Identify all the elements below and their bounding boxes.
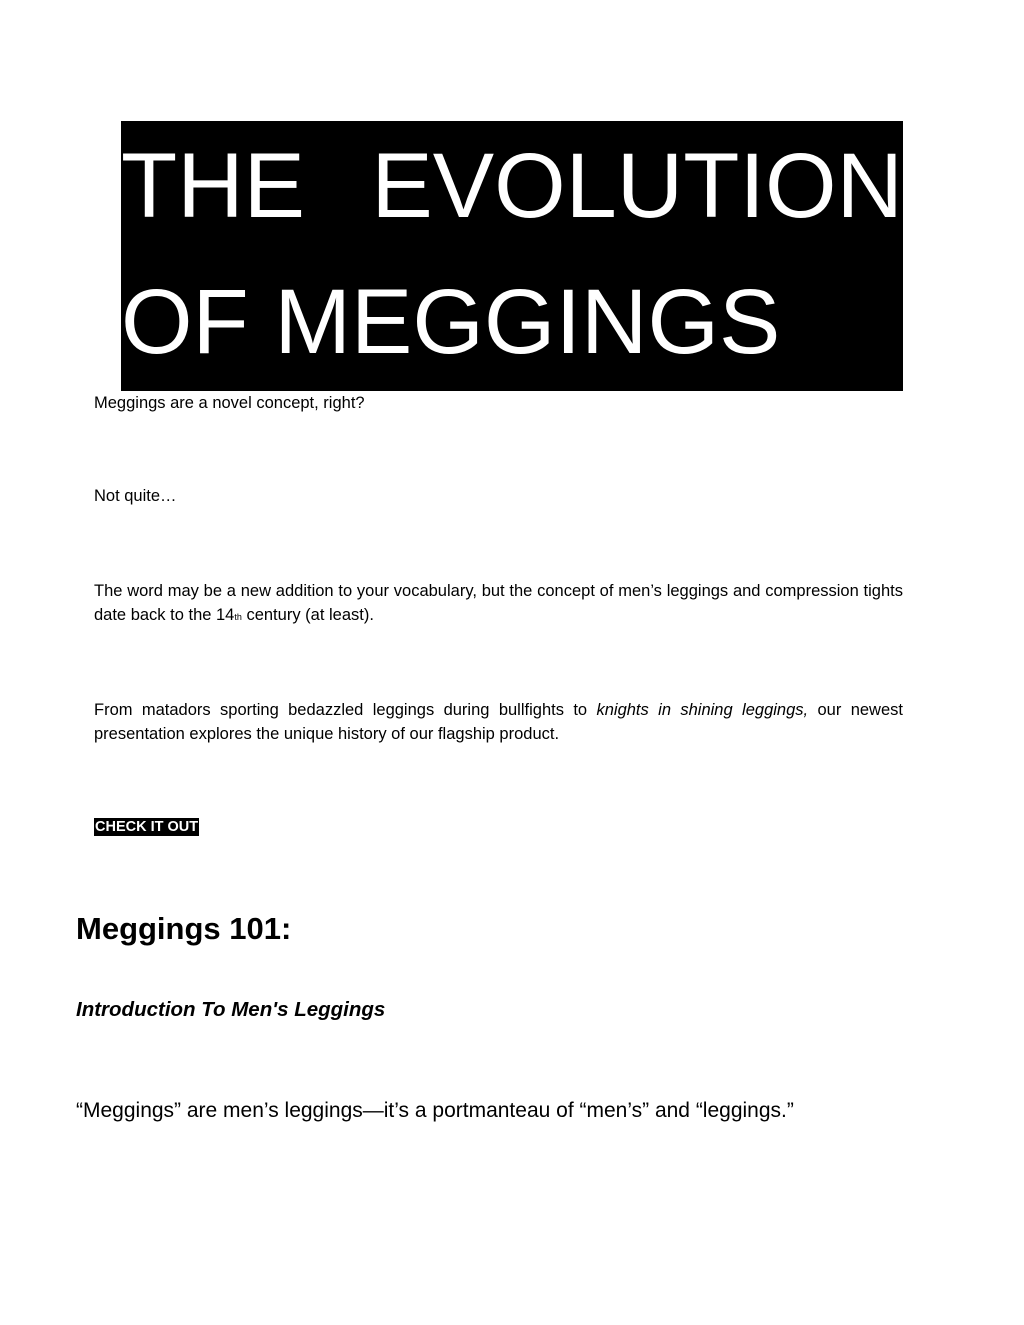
intro-history-paragraph — [94, 579, 903, 629]
hero-title-banner — [121, 121, 903, 391]
section-body-text: “Meggings” are men’s leggings—it’s a portmanteau of “men’s” and “leggings.” — [76, 1099, 794, 1122]
hero-title-word-the: THE — [121, 135, 305, 237]
history-text-start: The word may be a new addition to your vocabulary, but the concept of men’s leggings and compression tights date back to the 14 — [94, 582, 903, 624]
presentation-text-end: our newest presentation explores the unique history of our flagship product. — [94, 701, 903, 743]
intro-presentation-paragraph — [94, 698, 903, 746]
history-text-end: century (at least). — [241, 606, 374, 624]
hero-title-line-1 — [121, 131, 903, 241]
intro-question: Meggings are a novel concept, right? — [94, 394, 365, 412]
history-ordinal-suffix: th — [234, 612, 242, 622]
section-subheading: Introduction To Men's Leggings — [76, 998, 386, 1021]
section-heading: Meggings 101: — [76, 911, 292, 946]
intro-answer: Not quite… — [94, 487, 177, 505]
hero-title-word-evolution: EVOLUTION — [371, 135, 903, 237]
hero-title-line-2: OF MEGGINGS — [121, 271, 781, 373]
presentation-italic-phrase: knights in shining leggings, — [596, 701, 809, 719]
presentation-text-start: From matadors sporting bedazzled leggings during bullfights to — [94, 701, 597, 719]
check-it-out-button[interactable]: CHECK IT OUT — [95, 819, 199, 835]
